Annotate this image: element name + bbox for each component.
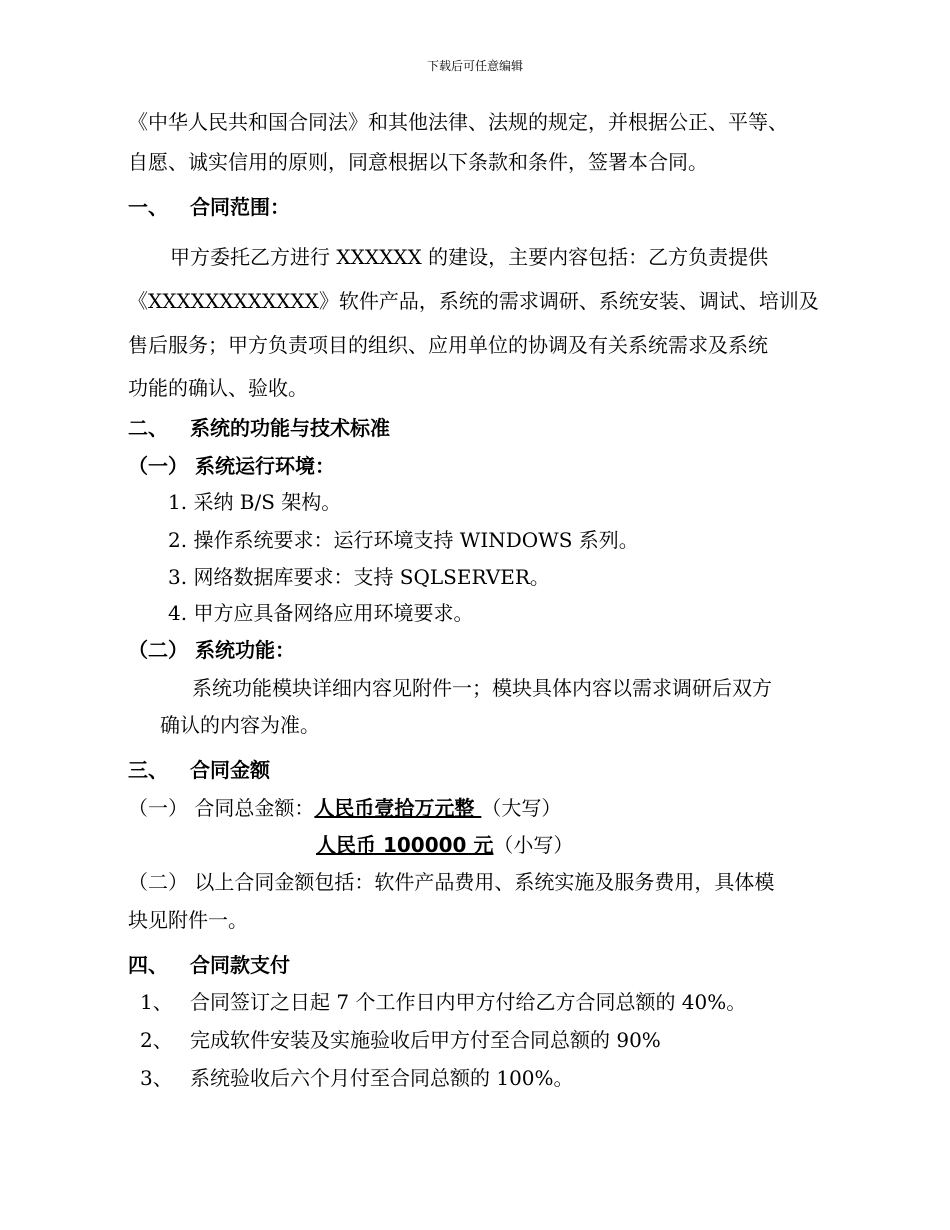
section-4-title: 合同款支付 [190, 953, 290, 977]
section-1-line-4: 功能的确认、验收。 [128, 376, 308, 400]
payment-item-1 [140, 990, 746, 1014]
payment-item-1-text: 合同签订之日起 7 个工作日内甲方付给乙方合同总额的 40%。 [190, 990, 747, 1014]
payment-item-3 [140, 1066, 574, 1090]
section-3-title: 合同金额 [190, 758, 270, 782]
section-2-sub-1-title: （一） 系统运行环境： [128, 454, 335, 478]
payment-item-3-number: 3、 [140, 1066, 173, 1090]
function-line-1: 系统功能模块详细内容见附件一；模块具体内容以需求调研后双方 [192, 676, 772, 700]
section-2-number: 二、 [128, 416, 168, 440]
section-1-title: 合同范围： [190, 195, 290, 219]
payment-item-2-text: 完成软件安装及实施验收后甲方付至合同总额的 90% [190, 1028, 661, 1052]
total-amount-lower-line [316, 833, 573, 857]
total-amount-lower-note: （小写） [493, 833, 574, 857]
section-2-title: 系统的功能与技术标准 [190, 416, 390, 440]
payment-item-1-number: 1、 [140, 990, 173, 1014]
env-item-1: 1. 采纳 B/S 架构。 [168, 490, 342, 514]
section-2-sub-2-title: （二） 系统功能： [128, 638, 295, 662]
function-line-2: 确认的内容为准。 [160, 713, 320, 737]
total-amount-upper: 人民币壹拾万元整 [314, 796, 482, 820]
intro-line-2: 自愿、诚实信用的原则，同意根据以下条款和条件，签署本合同。 [128, 150, 708, 174]
section-3-heading [128, 758, 270, 782]
intro-line-1: 《中华人民共和国合同法》和其他法律、法规的规定，并根据公正、平等、 [128, 110, 788, 134]
amount-scope-line-2: 块见附件一。 [128, 908, 248, 932]
total-amount-prefix: （一） 合同总金额： [128, 796, 315, 820]
env-item-2: 2. 操作系统要求：运行环境支持 WINDOWS 系列。 [168, 528, 639, 552]
section-1-line-2: 《XXXXXXXXXXXX》软件产品，系统的需求调研、系统安装、调试、培训及 [128, 289, 819, 313]
section-4-number: 四、 [128, 953, 168, 977]
total-amount-lower: 人民币 100000 元 [316, 833, 494, 857]
total-amount-line [128, 796, 561, 820]
payment-item-3-text: 系统验收后六个月付至合同总额的 100%。 [190, 1066, 574, 1090]
payment-item-2 [140, 1028, 661, 1052]
page-header-note: 下载后可任意编辑 [426, 59, 523, 73]
section-1-number: 一、 [128, 195, 168, 219]
total-amount-upper-note: （大写） [481, 796, 562, 820]
payment-item-2-number: 2、 [140, 1028, 173, 1052]
env-item-4: 4. 甲方应具备网络应用环境要求。 [168, 601, 474, 625]
section-1-line-3: 售后服务；甲方负责项目的组织、应用单位的协调及有关系统需求及系统 [128, 333, 768, 357]
amount-scope-line-1: （二） 以上合同金额包括：软件产品费用、系统实施及服务费用，具体模 [128, 870, 775, 894]
section-4-heading [128, 953, 290, 977]
section-2-heading [128, 416, 390, 440]
section-1-line-1: 甲方委托乙方进行 XXXXXX 的建设，主要内容包括：乙方负责提供 [170, 245, 769, 269]
section-1-heading [128, 195, 290, 219]
section-3-number: 三、 [128, 758, 168, 782]
env-item-3: 3. 网络数据库要求：支持 SQLSERVER。 [168, 565, 550, 589]
